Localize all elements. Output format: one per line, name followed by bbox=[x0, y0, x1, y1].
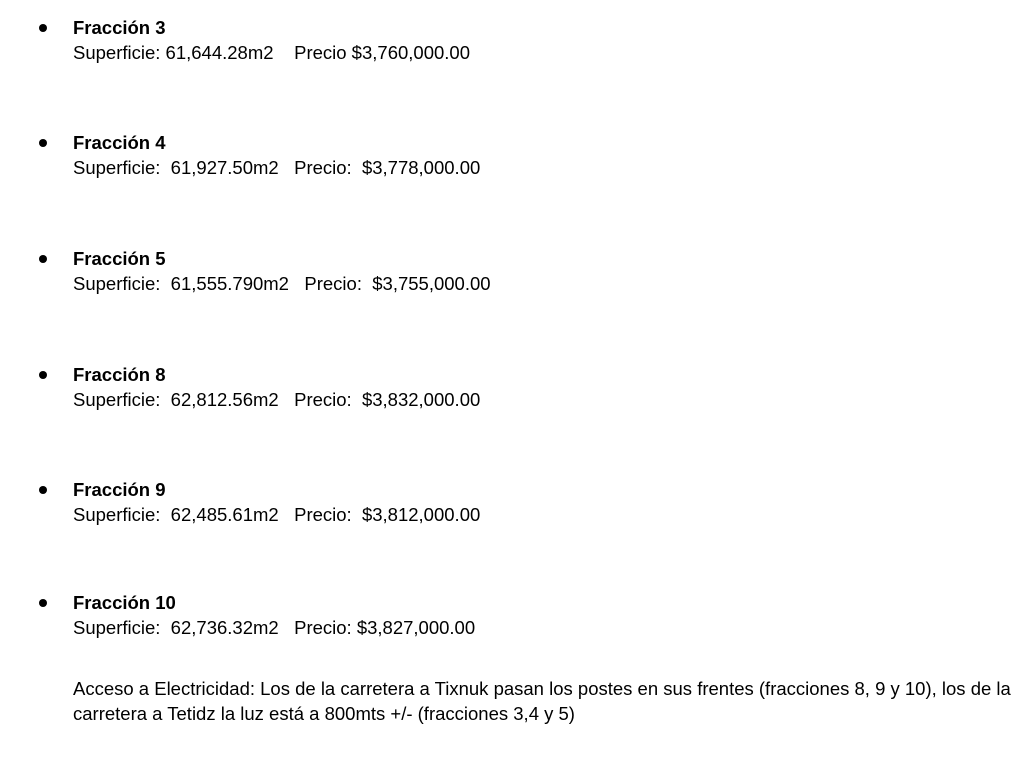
fraccion-title: Fracción 8 bbox=[73, 364, 166, 385]
bullet-icon bbox=[39, 139, 47, 147]
fraccion-detail: Superficie: 61,927.50m2 Precio: $3,778,000.00 bbox=[73, 157, 481, 178]
fraccion-detail: Superficie: 62,812.56m2 Precio: $3,832,000.00 bbox=[73, 389, 481, 410]
electricity-access-note: Acceso a Electricidad: Los de la carretera a Tixnuk pasan los postes en sus frentes (fracciones 8, 9 y 10), los de la carretera a Tetidz la luz está a 800mts +/- (fracciones 3,4 y 5) bbox=[73, 678, 1011, 724]
fraccion-detail: Superficie: 61,555.790m2 Precio: $3,755,000.00 bbox=[73, 273, 491, 294]
bullet-icon bbox=[39, 24, 47, 32]
fraccion-title: Fracción 9 bbox=[73, 479, 166, 500]
fraccion-title: Fracción 4 bbox=[73, 132, 166, 153]
fraccion-detail: Superficie: 62,485.61m2 Precio: $3,812,000.00 bbox=[73, 504, 481, 525]
fraccion-detail: Superficie: 62,736.32m2 Precio: $3,827,000.00 bbox=[73, 617, 476, 638]
bullet-icon bbox=[39, 599, 47, 607]
fraccion-detail: Superficie: 61,644.28m2 Precio $3,760,000.00 bbox=[73, 42, 470, 63]
bullet-icon bbox=[39, 486, 47, 494]
bullet-icon bbox=[39, 371, 47, 379]
fraccion-title: Fracción 10 bbox=[73, 592, 176, 613]
fraccion-title: Fracción 3 bbox=[73, 17, 166, 38]
fraccion-title: Fracción 5 bbox=[73, 248, 166, 269]
bullet-icon bbox=[39, 255, 47, 263]
